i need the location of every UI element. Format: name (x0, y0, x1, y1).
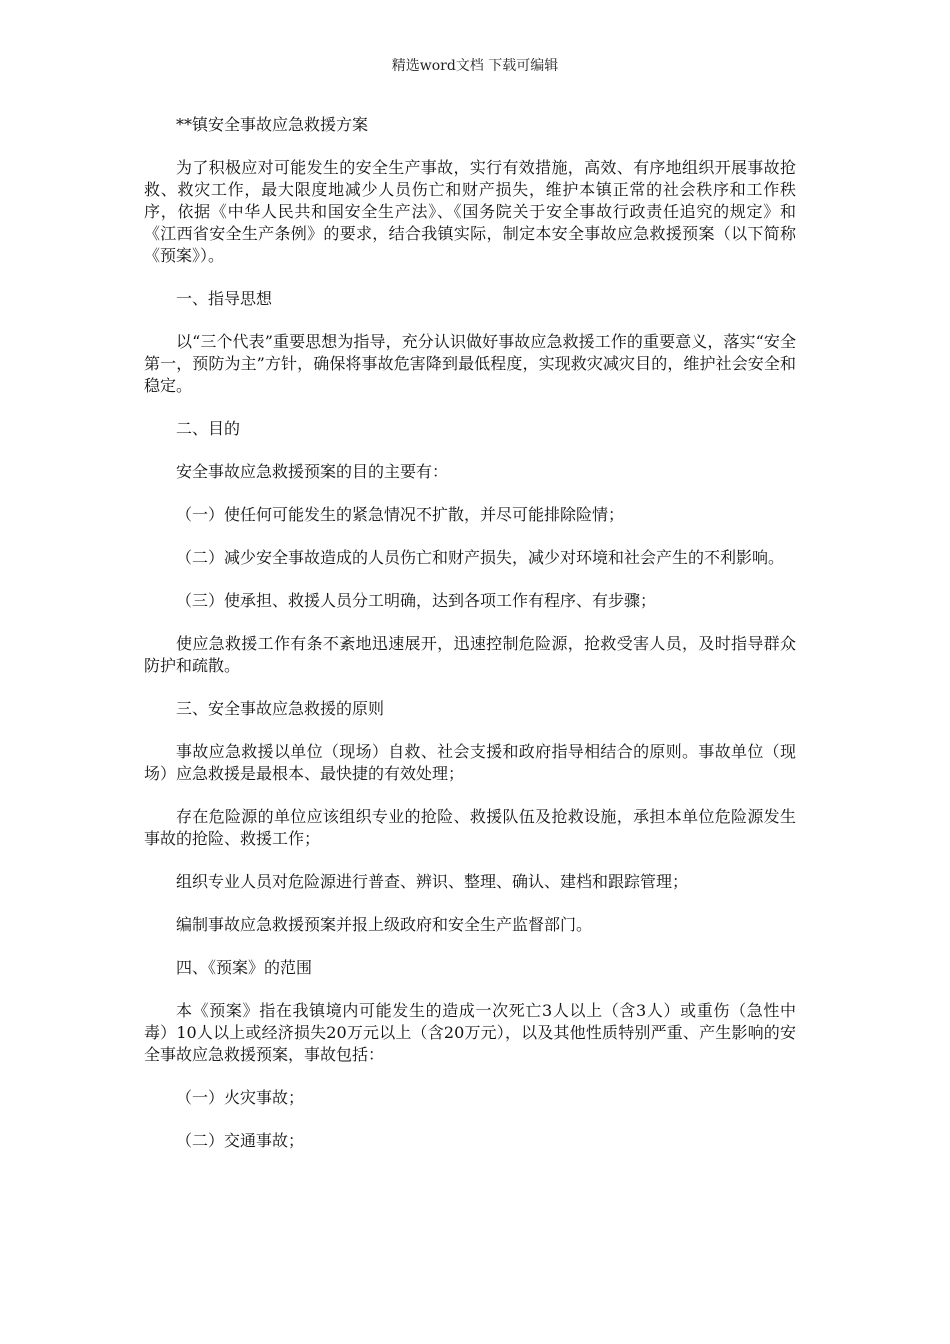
document-title: **镇安全事故应急救援方案 (176, 115, 369, 134)
paragraph: 以“三个代表”重要思想为指导，充分认识做好事故应急救援工作的重要意义，落实“安全第一，预防为主”方针，确保将事故危害降到最低程度，实现救灾减灾目的，维护社会安全和稳定。 (144, 332, 796, 395)
list-item: （一）火灾事故； (176, 1088, 305, 1107)
section-heading: 三、安全事故应急救援的原则 (176, 699, 385, 718)
paragraph: 存在危险源的单位应该组织专业的抢险、救援队伍及抢救设施，承担本单位危险源发生事故的抢险、救援工作； (144, 807, 796, 848)
paragraph: 编制事故应急救援预案并报上级政府和安全生产监督部门。 (176, 915, 593, 934)
list-item: （一）使任何可能发生的紧急情况不扩散，并尽可能排除险情； (176, 505, 625, 524)
paragraph: 安全事故应急救援预案的目的主要有： (176, 462, 449, 481)
page-header: 精选word文档 下载可编辑 (391, 58, 559, 74)
paragraph: 本《预案》指在我镇境内可能发生的造成一次死亡3人以上（含3人）或重伤（急性中毒）10人以上或经济损失20万元以上（含20万元），以及其他性质特别严重、产生影响的安全事故应急救援预案，事故包括： (144, 1001, 796, 1064)
section-heading: 一、指导思想 (176, 289, 273, 308)
document-body (144, 114, 796, 1173)
paragraph: 事故应急救援以单位（现场）自救、社会支援和政府指导相结合的原则。事故单位（现场）应急救援是最根本、最快捷的有效处理； (144, 742, 796, 783)
section-heading: 二、目的 (176, 419, 241, 438)
list-item: （二）交通事故； (176, 1131, 305, 1150)
list-item: （三）使承担、救援人员分工明确，达到各项工作有程序、有步骤； (176, 591, 657, 610)
paragraph: 为了积极应对可能发生的安全生产事故，实行有效措施，高效、有序地组织开展事故抢救、救灾工作，最大限度地减少人员伤亡和财产损失，维护本镇正常的社会秩序和工作秩序，依据《中华人民共和国安全生产法》、《国务院关于安全事故行政责任追究的规定》和《江西省安全生产条例》的要求，结合我镇实际，制定本安全事故应急救援预案（以下简称《预案》）。 (144, 158, 796, 265)
section-heading: 四、《预案》的范围 (176, 958, 313, 977)
paragraph: 使应急救援工作有条不紊地迅速展开，迅速控制危险源，抢救受害人员，及时指导群众防护和疏散。 (144, 634, 796, 675)
paragraph: 组织专业人员对危险源进行普查、辨识、整理、确认、建档和跟踪管理； (176, 872, 689, 891)
list-item: （二）减少安全事故造成的人员伤亡和财产损失，减少对环境和社会产生的不利影响。 (176, 548, 785, 567)
